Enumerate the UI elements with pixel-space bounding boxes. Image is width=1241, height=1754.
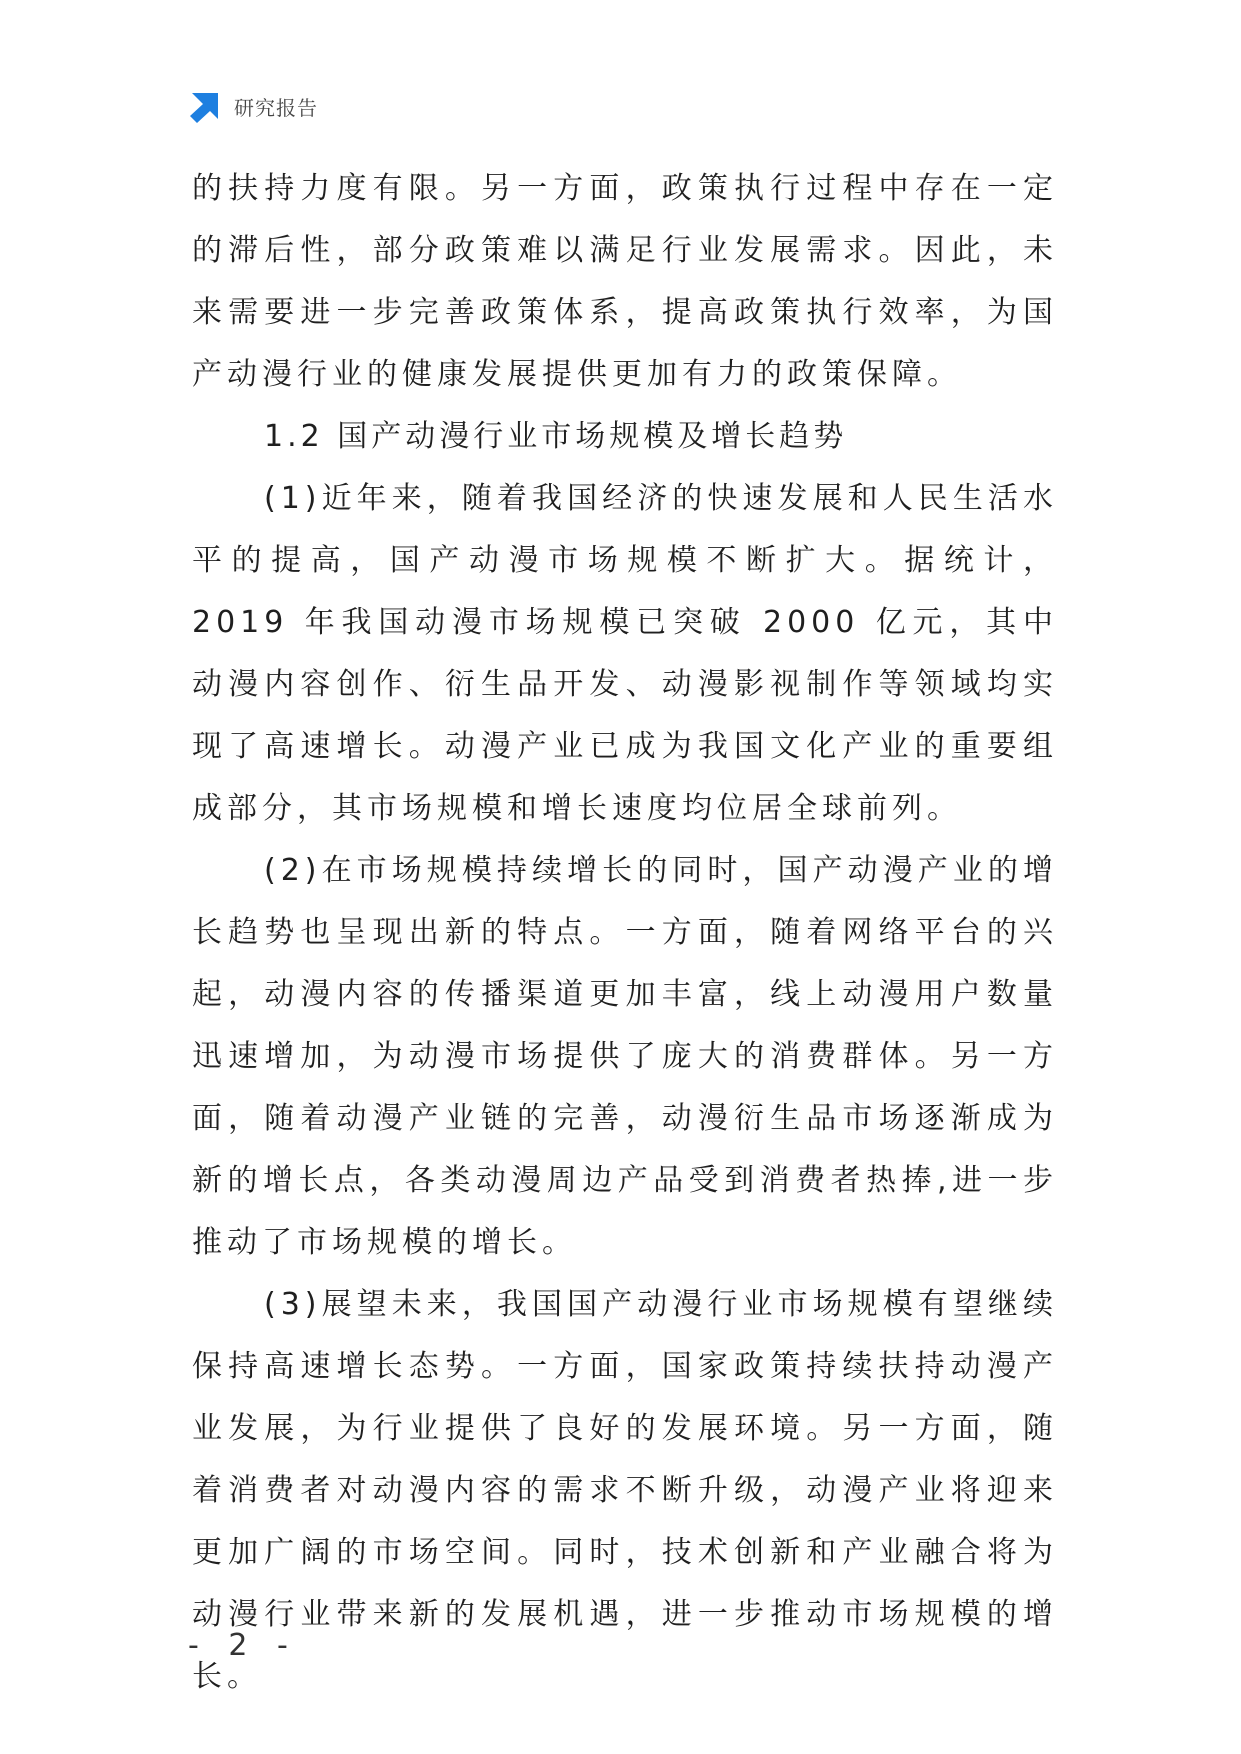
- paragraph-3: (3)展望未来，我国国产动漫行业市场规模有望继续保持高速增长态势。一方面，国家政策持续扶持动漫产业发展，为行业提供了良好的发展环境。另一方面，随着消费者对动漫内容的需求不断升级，动漫产业将迎来更加广阔的市场空间。同时，技术创新和产业融合将为动漫行业带来新的发展机遇，进一步推动市场规模的增长。: [192, 1287, 1058, 1694]
- paragraph-1: (1)近年来，随着我国经济的快速发展和人民生活水平的提高，国产动漫市场规模不断扩大。据统计，2019 年我国动漫市场规模已突破 2000 亿元，其中动漫内容创作、衍生品开发、动漫影视制作等领域均实现了高速增长。动漫产业已成为我国文化产业的重要组成部分，其市场规模和增长速度均位居全球前列。: [192, 481, 1058, 826]
- arrow-logo-icon: [188, 89, 222, 123]
- paragraph-continuation: 的扶持力度有限。另一方面，政策执行过程中存在一定的滞后性，部分政策难以满足行业发展需求。因此，未来需要进一步完善政策体系，提高政策执行效率，为国产动漫行业的健康发展提供更加有力的政策保障。: [192, 171, 1058, 392]
- page-number: - 2 -: [188, 1628, 298, 1663]
- report-header: [188, 88, 318, 124]
- paragraph-2: (2)在市场规模持续增长的同时，国产动漫产业的增长趋势也呈现出新的特点。一方面，随着网络平台的兴起，动漫内容的传播渠道更加丰富，线上动漫用户数量迅速增加，为动漫市场提供了庞大的消费群体。另一方面，随着动漫产业链的完善，动漫衍生品市场逐渐成为新的增长点，各类动漫周边产品受到消费者热捧,进一步推动了市场规模的增长。: [192, 853, 1058, 1260]
- document-body: [192, 158, 1058, 1708]
- header-label: 研究报告: [234, 95, 318, 120]
- section-heading: 1.2 国产动漫行业市场规模及增长趋势: [264, 419, 848, 454]
